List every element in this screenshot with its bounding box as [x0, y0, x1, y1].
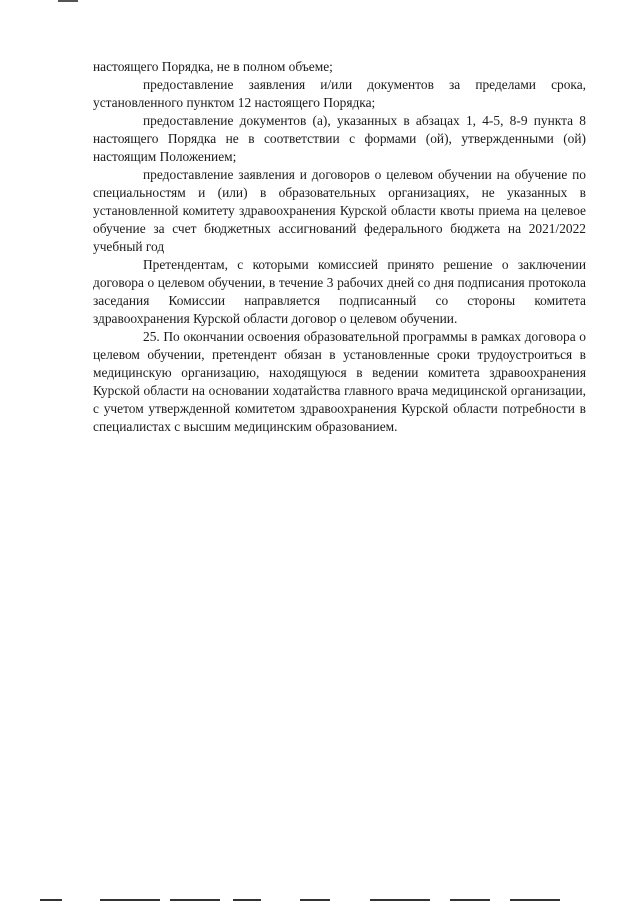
scan-artifact-bottom [0, 893, 640, 905]
paragraph-1: настоящего Порядка, не в полном объеме; [93, 59, 333, 74]
scan-mark [450, 899, 490, 901]
scan-mark [300, 899, 330, 901]
paragraph-3: предоставление документов (а), указанных в абзацах 1, 4-5, 8-9 пункта 8 настоящего Порядка не в соответствии с формами (ой), утвержденными (ой) настоящим Положением; [93, 113, 586, 164]
paragraph-6: 25. По окончании освоения образовательной программы в рамках договора о целевом обучении, претендент обязан в установленные сроки трудоустроиться в медицинскую организацию, находящуюся в ведении комитета здравоохранения Курской области на основании ходатайства главного врача медицинской организации, с учетом утвержденной комитетом здравоохранения Курской области потребности в специалистах с высшим медицинским образованием. [93, 329, 586, 434]
scan-mark [233, 899, 261, 901]
document-body [93, 58, 586, 436]
paragraph-5: Претендентам, с которыми комиссией принято решение о заключении договора о целевом обучении, в течение 3 рабочих дней со дня подписания протокола заседания Комиссии направляется подписанный со стороны комитета здравоохранения Курской области договор о целевом обучении. [93, 257, 586, 326]
paragraph-4: предоставление заявления и договоров о целевом обучении на обучение по специальностям и (или) в образовательных организациях, не указанных в установленной комитету здравоохранения Курской области квоты приема на целевое обучение за счет бюджетных ассигнований федерального бюджета на 2021/2022 учебный год [93, 167, 586, 254]
scan-mark [510, 899, 560, 901]
scan-mark [100, 899, 160, 901]
scan-mark [40, 899, 62, 901]
scan-artifact-top [58, 0, 78, 2]
paragraph-2: предоставление заявления и/или документов за пределами срока, установленного пунктом 12 настоящего Порядка; [93, 77, 586, 110]
scan-mark [170, 899, 220, 901]
scan-mark [370, 899, 430, 901]
